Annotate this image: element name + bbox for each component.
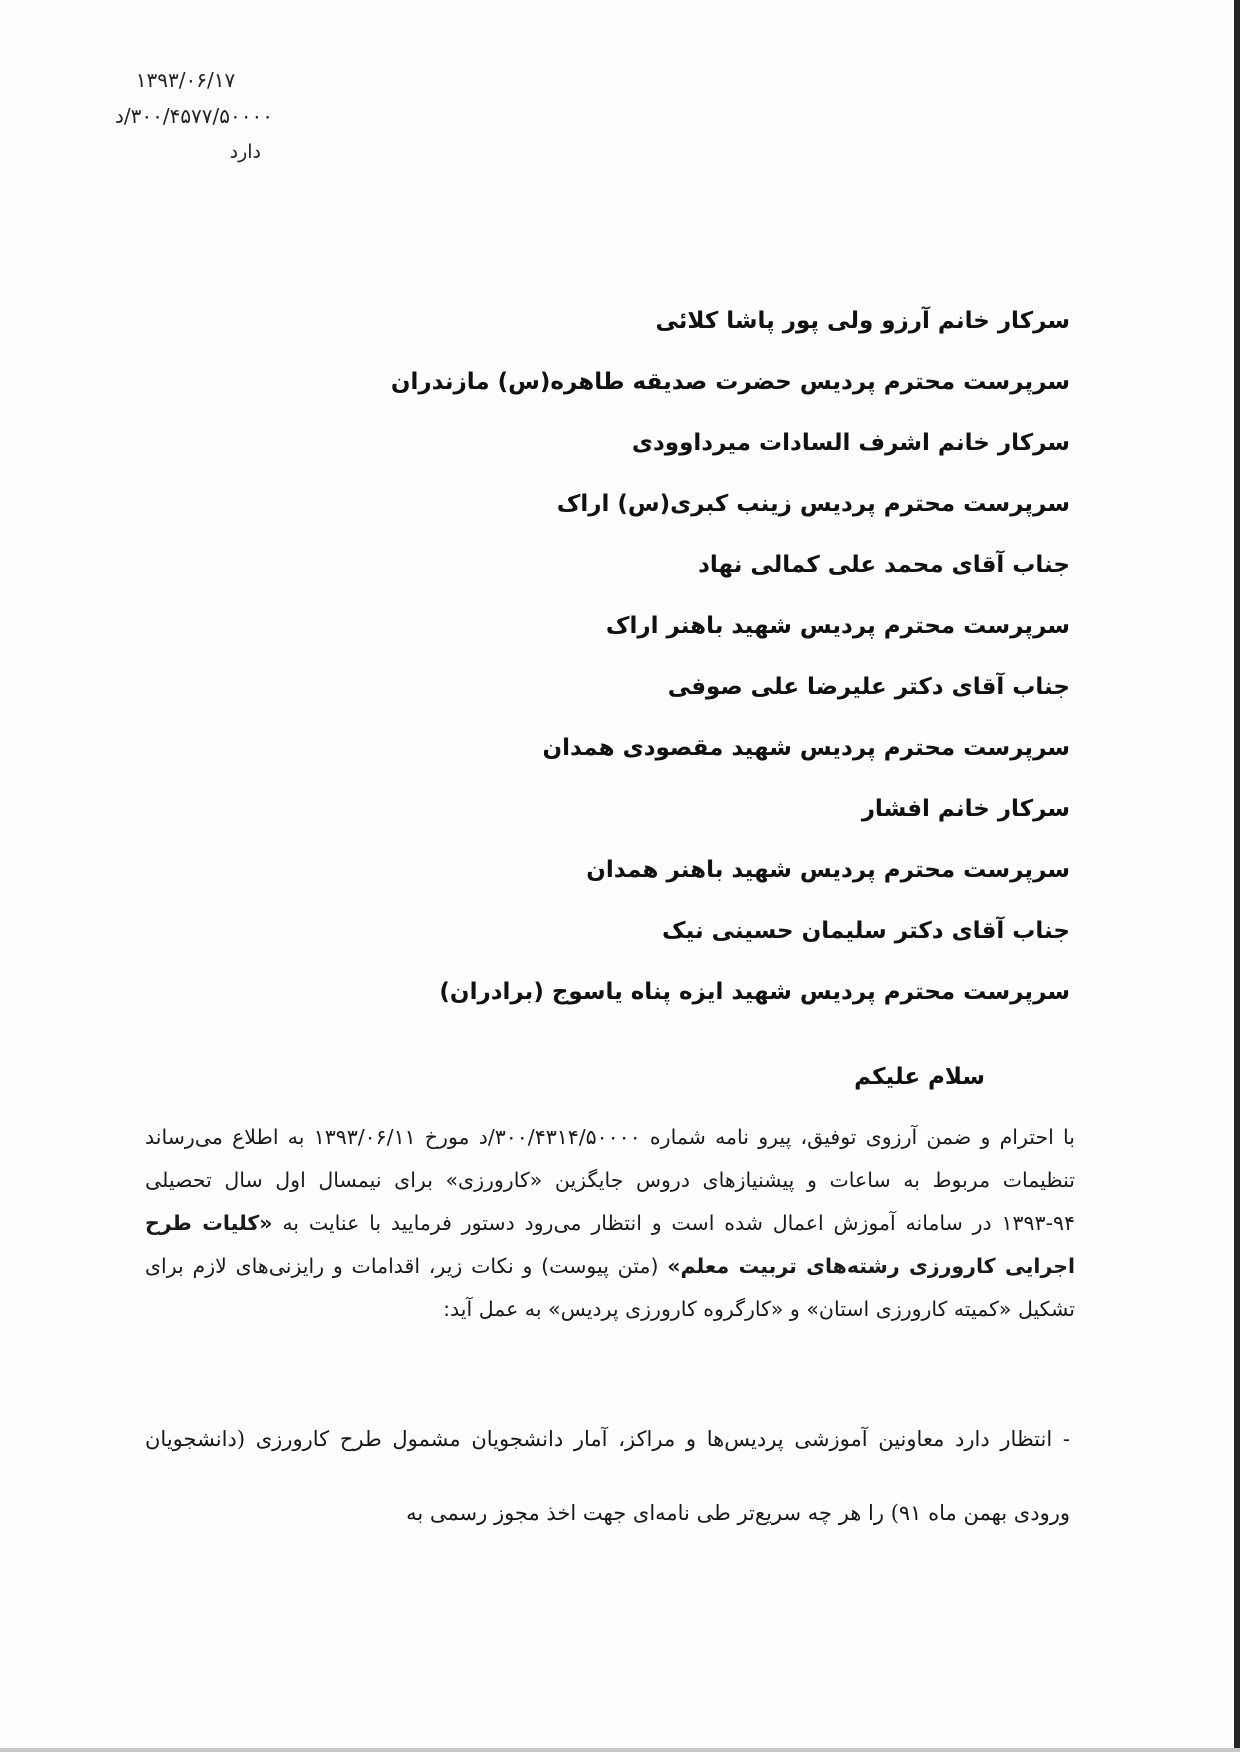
recipient-line: جناب آقای دکتر سلیمان حسینی نیک <box>662 918 1070 944</box>
recipient-line: سرکار خانم اشرف السادات میرداوودی <box>631 430 1070 456</box>
letter-number: ۳۰۰/۴۵۷۷/۵۰۰۰۰/د <box>114 104 273 128</box>
recipient-line: سرپرست محترم پردیس حضرت صدیقه طاهره(س) مازندران <box>390 369 1070 395</box>
recipient-line: سرکار خانم آرزو ولی پور پاشا کلائی <box>655 308 1070 334</box>
body-text-part2: (متن پیوست) و نکات زیر، اقدامات و رایزنی‌های لازم برای تشکیل «کمیته کارورزی استان» و «کارگروه کارورزی پردیس» به عمل آید: <box>145 1254 1075 1321</box>
recipient-line: سرپرست محترم پردیس شهید مقصودی همدان <box>542 735 1070 761</box>
body-text-part1: با احترام و ضمن آرزوی توفیق، پیرو نامه شماره ۳۰۰/۴۳۱۴/۵۰۰۰۰/د مورخ ۱۳۹۳/۰۶/۱۱ به اطلاع می‌رساند تنظیمات مربوط به ساعات و پیشنیازهای دروس جایگزین «کارورزی» برای نیمسال اول سال تحصیلی ۹۴-۱۳۹۳ در سامانه آموزش اعمال شده است و انتظار می‌رود دستور فرمایید با عنایت به <box>145 1125 1075 1235</box>
recipient-line: جناب آقای دکتر علیرضا علی صوفی <box>667 674 1070 700</box>
recipient-line: سرپرست محترم پردیس شهید ایزه پناه یاسوج (برادران) <box>439 979 1070 1005</box>
recipient-line: جناب آقای محمد علی کمالی نهاد <box>698 552 1070 578</box>
letter-body <box>145 1116 1075 1331</box>
handwritten-paragraph: - انتظار دارد معاونین آموزشی پردیس‌ها و مراکز، آمار دانشجویان مشمول طرح کارورزی (دانشجویان ورودی بهمن ماه ۹۱) را هر چه سریع‌تر طی نامه‌ای جهت اخذ مجوز رسمی به <box>145 1427 1070 1525</box>
scan-edge-bottom <box>0 1748 1240 1752</box>
letter-date: ۱۳۹۳/۰۶/۱۷ <box>135 68 236 92</box>
greeting: سلام علیکم <box>854 1064 985 1090</box>
body-emphasis: «کلیات طرح اجرایی کارورزی رشته‌های تربیت معلم» <box>145 1211 1075 1278</box>
recipient-line: سرپرست محترم پردیس زینب کبری(س) اراک <box>556 491 1070 517</box>
scan-edge-right <box>1234 0 1240 1752</box>
recipient-line: سرپرست محترم پردیس شهید باهنر اراک <box>605 613 1070 639</box>
letter-attachment: دارد <box>229 141 261 163</box>
recipient-line: سرکار خانم افشار <box>861 796 1070 822</box>
letter-metadata <box>98 62 273 170</box>
recipient-line: سرپرست محترم پردیس شهید باهنر همدان <box>586 857 1070 883</box>
body-paragraph <box>145 1116 1075 1331</box>
recipient-list <box>170 296 1070 1028</box>
handwritten-note <box>145 1402 1070 1550</box>
